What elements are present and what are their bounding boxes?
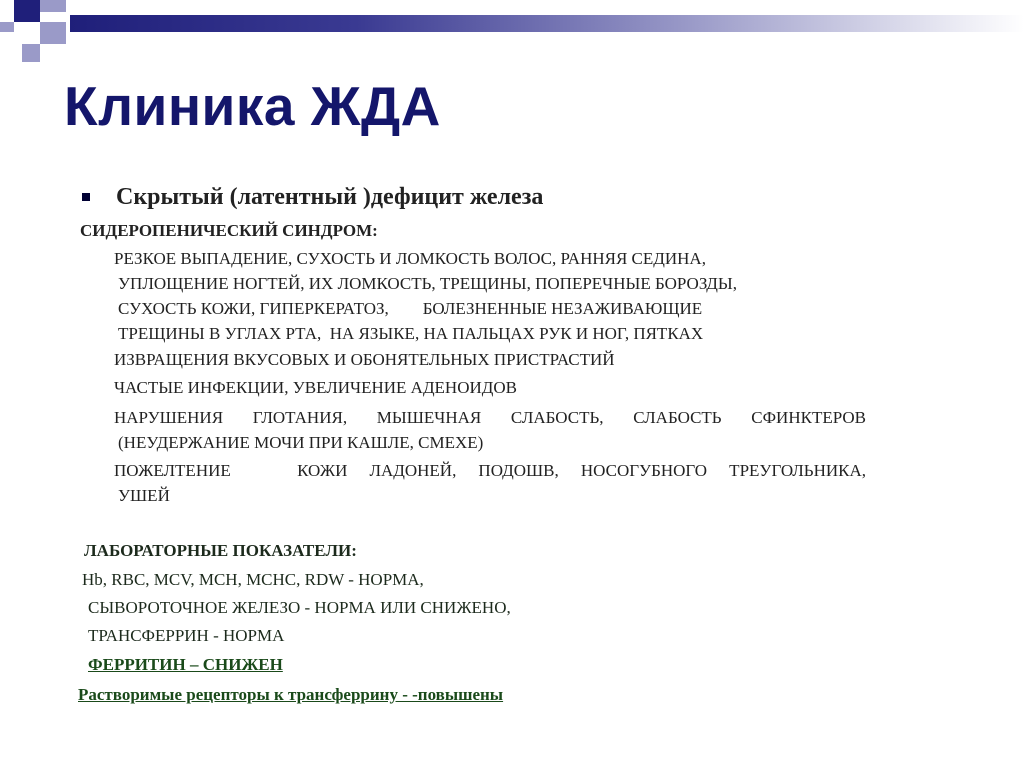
header-decor-square-1 — [14, 0, 40, 22]
paragraph-line: УШЕЙ — [118, 486, 170, 505]
lab-line-blood-indices: Hb, RBC, MCV, MCH, MCHC, RDW - НОРМА, — [82, 570, 424, 589]
lab-line-transferrin: ТРАНСФЕРРИН - НОРМА — [88, 626, 285, 645]
paragraph-line: ТРЕЩИНЫ В УГЛАХ РТА, НА ЯЗЫКЕ, НА ПАЛЬЦАХ РУК И НОГ, ПЯТКАХ — [118, 324, 704, 343]
lab-indicators-title: ЛАБОРАТОРНЫЕ ПОКАЗАТЕЛИ: — [84, 541, 357, 560]
paragraph-line: НАРУШЕНИЯ ГЛОТАНИЯ, МЫШЕЧНАЯ СЛАБОСТЬ, СЛАБОСТЬ СФИНКТЕРОВ — [114, 408, 866, 427]
paragraph-line: ИЗВРАЩЕНИЯ ВКУСОВЫХ И ОБОНЯТЕЛЬНЫХ ПРИСТРАСТИЙ — [114, 350, 615, 369]
subtitle: Скрытый (латентный )дефицит железа — [116, 184, 544, 210]
paragraph-line: ПОЖЕЛТЕНИЕ КОЖИ ЛАДОНЕЙ, ПОДОШВ, НОСОГУБНОГО ТРЕУГОЛЬНИКА, — [114, 461, 866, 480]
sideropenic-title: СИДЕРОПЕНИЧЕСКИЙ СИНДРОМ: — [80, 221, 378, 240]
sideropenic-paragraph-1 — [114, 246, 866, 346]
header-decor-square-5 — [22, 44, 40, 62]
sideropenic-paragraph-2 — [114, 347, 866, 372]
lab-line-ferritin: ФЕРРИТИН – СНИЖЕН — [88, 655, 283, 674]
paragraph-line: РЕЗКОЕ ВЫПАДЕНИЕ, СУХОСТЬ И ЛОМКОСТЬ ВОЛОС, РАННЯЯ СЕДИНА, — [114, 249, 706, 268]
lab-line-receptors: Растворимые рецепторы к трансферрину - -повышены — [78, 685, 504, 704]
paragraph-line: СУХОСТЬ КОЖИ, ГИПЕРКЕРАТОЗ, БОЛЕЗНЕННЫЕ НЕЗАЖИВАЮЩИЕ — [118, 299, 703, 318]
sideropenic-paragraph-4 — [114, 405, 866, 455]
page-title: Клиника ЖДА — [64, 75, 441, 137]
lab-line-serum-iron: СЫВОРОТОЧНОЕ ЖЕЛЕЗО - НОРМА ИЛИ СНИЖЕНО, — [88, 598, 511, 617]
paragraph-line: ЧАСТЫЕ ИНФЕКЦИИ, УВЕЛИЧЕНИЕ АДЕНОИДОВ — [114, 378, 517, 397]
header-gradient-bar — [70, 15, 1024, 32]
paragraph-line: (НЕУДЕРЖАНИЕ МОЧИ ПРИ КАШЛЕ, СМЕХЕ) — [118, 433, 484, 452]
header-decor-square-2 — [40, 0, 66, 12]
paragraph-line: УПЛОЩЕНИЕ НОГТЕЙ, ИХ ЛОМКОСТЬ, ТРЕЩИНЫ, ПОПЕРЕЧНЫЕ БОРОЗДЫ, — [118, 274, 737, 293]
sideropenic-paragraph-3 — [114, 375, 866, 400]
square-bullet-icon — [82, 193, 90, 201]
header-decor-square-3 — [0, 22, 14, 32]
sideropenic-paragraph-5 — [114, 458, 866, 508]
header-decor-square-4 — [40, 22, 66, 44]
